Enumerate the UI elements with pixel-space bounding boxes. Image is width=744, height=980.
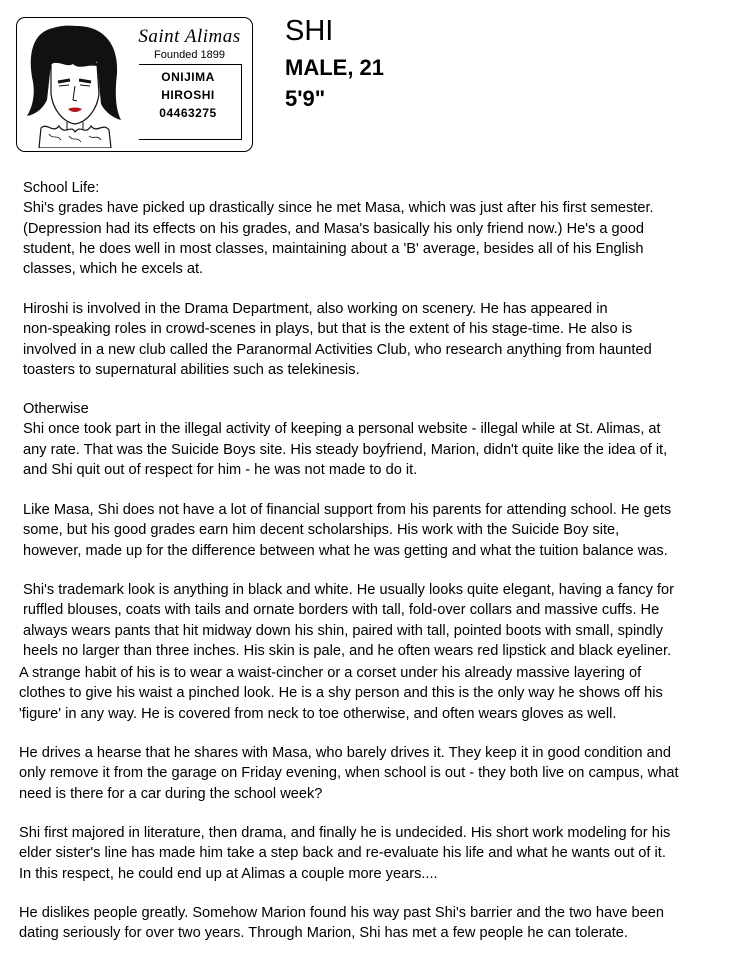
paragraph-corset bbox=[19, 663, 663, 724]
text-line: and Shi quit out of respect for him - he was not made to do it. bbox=[23, 461, 418, 478]
text-line: ruffled blouses, coats with tails and ornate borders with tall, fold-over collars and massive cuffs. He bbox=[23, 602, 660, 619]
profile-height: 5'9" bbox=[285, 86, 326, 111]
text-line: Shi once took part in the illegal activity of keeping a personal website - illegal while at St. Alimas, at bbox=[23, 421, 661, 438]
text-line: 'figure' in any way. He is covered from neck to toe otherwise, and often wears gloves as well. bbox=[19, 705, 617, 722]
student-id-card bbox=[16, 17, 253, 152]
school-name: Saint Alimas bbox=[138, 26, 241, 47]
text-line: heels no larger than three inches. His skin is pale, and he often wears red lipstick and black eyeliner. bbox=[23, 642, 672, 659]
text-line: He dislikes people greatly. Somehow Marion found his way past Shi's barrier and the two have been bbox=[19, 905, 664, 921]
text-line: Shi's grades have picked up drastically since he met Masa, which was just after his first semester. bbox=[23, 200, 654, 217]
paragraph-studies bbox=[19, 823, 670, 884]
text-line: clothes to give his waist a pinched look. He is a shy person and this is the only way he shows off his bbox=[19, 685, 663, 702]
text-line: A strange habit of his is to wear a waist-cincher or a corset under his already massive layering of bbox=[19, 665, 642, 681]
text-line: toasters to supernatural abilities such as telekinesis. bbox=[23, 361, 360, 378]
text-line: non-speaking roles in crowd-scenes in plays, but that is the extent of his stage-time. He also is bbox=[23, 321, 633, 338]
text-line: Shi first majored in literature, then drama, and finally he is undecided. His short work modeling for his bbox=[19, 825, 671, 841]
paragraph-relationships bbox=[19, 903, 664, 944]
text-line: only remove it from the garage on Friday evening, when school is out - they both live on campus, what bbox=[19, 765, 679, 782]
paragraph-appearance bbox=[23, 580, 674, 661]
paragraph-school-life bbox=[23, 178, 654, 279]
text-line: student, he does well in most classes, maintaining about a 'B' average, besides all of his English bbox=[23, 240, 644, 257]
text-line: involved in a new club called the Paranormal Activities Club, who research anything from haunted bbox=[23, 341, 652, 358]
paragraph-hearse bbox=[19, 743, 679, 804]
text-line: dating seriously for over two years. Through Marion, Shi has met a few people he can tolerate. bbox=[19, 925, 628, 942]
id-surname: ONIJIMA bbox=[161, 70, 215, 84]
text-line: Shi's trademark look is anything in black and white. He usually looks quite elegant, having a fancy for bbox=[23, 582, 674, 598]
text-line: some, but his good grades earn him decent scholarships. His work with the Suicide Boy site, bbox=[23, 522, 620, 539]
text-line: In this respect, he could end up at Alimas a couple more years.... bbox=[19, 865, 438, 882]
text-line: Like Masa, Shi does not have a lot of financial support from his parents for attending school. He gets bbox=[23, 502, 672, 518]
profile-name: SHI bbox=[285, 15, 334, 47]
text-line: He drives a hearse that he shares with Masa, who barely drives it. They keep it in good condition and bbox=[19, 745, 671, 761]
id-student-number: 04463275 bbox=[159, 106, 217, 120]
paragraph-drama bbox=[23, 299, 652, 380]
text-line: (Depression had its effects on his grades, and Masa's basically his only friend now.) He's a good bbox=[23, 220, 645, 237]
text-line: elder sister's line has made him take a step back and re-evaluate his life and what he wants out of it. bbox=[19, 845, 666, 862]
founded-year: Founded 1899 bbox=[154, 49, 225, 61]
id-given-name: HIROSHI bbox=[161, 88, 215, 102]
portrait-drawing bbox=[23, 24, 125, 148]
text-line: Hiroshi is involved in the Drama Department, also working on scenery. He has appeared in bbox=[23, 301, 608, 317]
profile-sex-age: MALE, 21 bbox=[285, 55, 385, 80]
paragraph-finances bbox=[23, 500, 671, 561]
text-line: however, made up for the difference between what he was getting and what the tuition balance was. bbox=[23, 542, 668, 559]
text-line: classes, which he excels at. bbox=[23, 261, 204, 278]
text-line: need is there for a car during the school week? bbox=[19, 785, 323, 802]
text-line: Otherwise bbox=[23, 401, 89, 417]
paragraph-otherwise bbox=[23, 399, 667, 480]
text-line: School Life: bbox=[23, 180, 100, 196]
text-line: any rate. That was the Suicide Boys site. His steady boyfriend, Marion, didn't quite like the idea of it, bbox=[23, 441, 668, 458]
text-line: always wears pants that hit midway down his shin, paired with tall, pointed boots with small, spindly bbox=[23, 622, 664, 639]
